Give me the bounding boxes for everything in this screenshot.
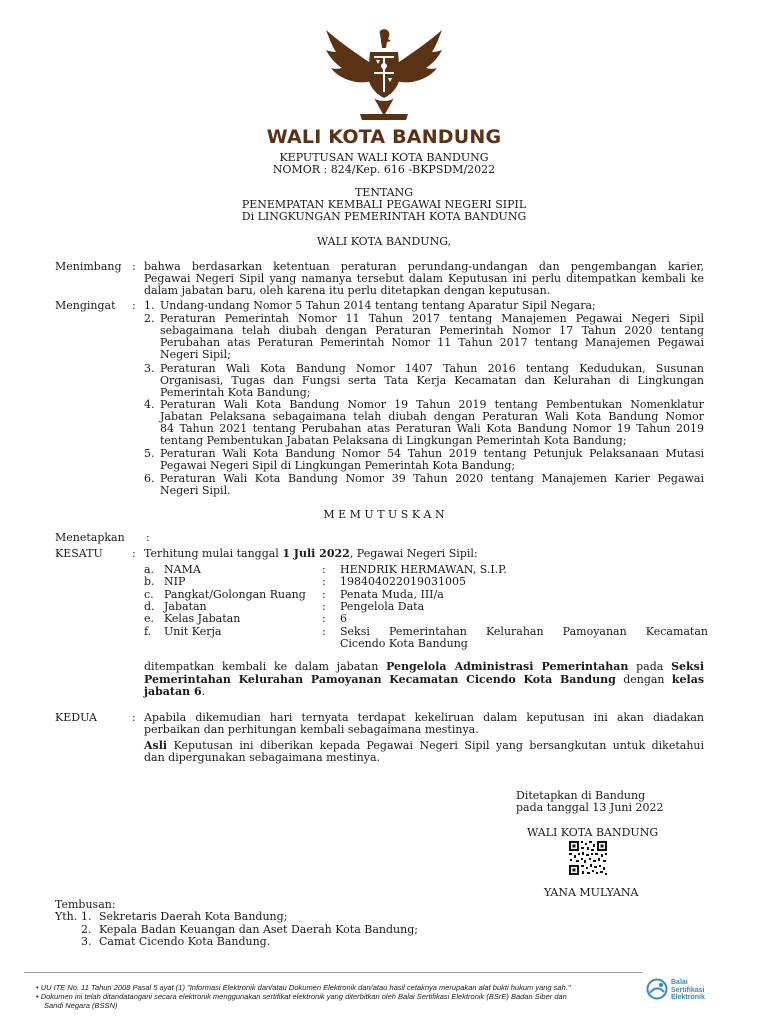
bsre-line: Balai — [671, 979, 688, 986]
field-value: HENDRIK HERMAWAN, S.I.P. — [340, 563, 507, 576]
field-value: Pengelola Data — [340, 600, 425, 613]
menetapkan-colon: : — [146, 531, 150, 544]
kesatu-intro — [144, 548, 478, 561]
field-value: 6 — [340, 612, 347, 625]
mengingat-num: 6. — [144, 472, 155, 485]
kedua-colon: : — [132, 711, 136, 724]
intro-post: , Pegawai Negeri Sipil: — [349, 547, 478, 560]
bsre-logo-icon — [646, 978, 668, 1000]
decree-number: NOMOR : 824/Kep. 616 -BKPSDM/2022 — [272, 163, 496, 176]
footer-note-text: UU ITE No. 11 Tahun 2008 Pasal 5 ayat (1) "Informasi Elektronik dan/atau Dokumen Elektronik dan/atau hasil cetaknya merupakan alat bukti hukum yang sah." — [40, 983, 571, 992]
placement-text: pada — [636, 660, 664, 673]
field-colon: : — [322, 575, 326, 588]
field-value: Penata Muda, III/a — [340, 588, 444, 601]
placement-bold: Pemerintahan Kelurahan Pamoyanan Kecamatan Cicendo Kota Bandung — [144, 673, 616, 686]
tembusan-item: Kepala Badan Keuangan dan Aset Daerah Kota Bandung; — [99, 923, 418, 936]
field-value-cont: Cicendo Kota Bandung — [340, 637, 468, 650]
decree-title: KEPUTUSAN WALI KOTA BANDUNG — [279, 151, 489, 164]
menetapkan-label: Menetapkan — [55, 531, 125, 544]
placement-bold: jabatan 6 — [144, 685, 202, 698]
kedua-line: Apabila dikemudian hari ternyata terdapat kekeliruan dalam keputusan ini akan diadakan — [144, 711, 704, 724]
menimbang-line: Pegawai Negeri Sipil yang namanya tersebut dalam Keputusan ini perlu ditempatkan kembali ke — [144, 272, 704, 285]
footer-note-text: Dokumen ini telah ditandatangani secara elektronik menggunakan sertifikat elektronik yang diterbitkan oleh Balai Sertifikasi Elektronik (BSrE) Badan Siber dan — [40, 992, 567, 1001]
signature-date: pada tanggal 13 Juni 2022 — [516, 801, 664, 814]
memutuskan-heading: M E M U T U S K A N — [323, 508, 445, 521]
placement-bold: Seksi — [671, 660, 704, 673]
mengingat-line: Peraturan Pemerintah Nomor 11 Tahun 2017 tentang Manajemen Pegawai Negeri Sipil — [160, 312, 704, 325]
menimbang-line: bahwa berdasarkan ketentuan peraturan perundang-undangan dan pengembangan karier, — [144, 260, 704, 273]
mengingat-colon: : — [132, 299, 136, 312]
placement-line2 — [144, 674, 704, 687]
field-letter: b. — [144, 575, 155, 588]
mengingat-line: Undang-undang Nomor 5 Tahun 2014 tentang tentang Aparatur Sipil Negara; — [160, 299, 596, 312]
asli-text: Keputusan ini diberikan kepada Pegawai Negeri Sipil yang bersangkutan untuk diketahui — [173, 739, 705, 752]
tembusan-yth: Yth. — [55, 910, 78, 923]
field-key: Kelas Jabatan — [164, 612, 241, 625]
bsre-label — [671, 979, 705, 1002]
field-colon: : — [322, 612, 326, 625]
bsre-line: Elektronik — [671, 994, 705, 1001]
menimbang-line: dalam jabatan baru, oleh karena itu perlu ditetapkan dengan keputusan. — [144, 284, 551, 297]
field-key: Jabatan — [164, 600, 207, 613]
footer-note: • UU ITE No. 11 Tahun 2008 Pasal 5 ayat (1) "Informasi Elektronik dan/atau Dokumen Elektronik dan/atau hasil cetaknya merupakan alat bukti hukum yang sah." — [36, 983, 571, 992]
bsre-line: Sertifikasi — [671, 986, 705, 994]
about-line1: PENEMPATAN KEMBALI PEGAWAI NEGERI SIPIL — [241, 198, 527, 211]
kesatu-label: KESATU — [55, 547, 103, 560]
mengingat-line: Organisasi, Tugas dan Fungsi serta Tata Kerja Kecamatan dan Kelurahan di Lingkungan — [160, 374, 704, 387]
intro-pre: Terhitung mulai tanggal — [144, 547, 279, 560]
field-value: 198404022019031005 — [340, 575, 466, 588]
placement-text: . — [201, 685, 206, 698]
field-letter: c. — [144, 588, 154, 601]
tembusan-num: 2. — [81, 923, 92, 936]
mengingat-num: 2. — [144, 312, 155, 325]
mengingat-line: tentang Pembentukan Jabatan Pelaksana di Lingkungan Pemerintah Kota Bandung; — [160, 434, 627, 447]
footer-note: • Dokumen ini telah ditandatangani secara elektronik menggunakan sertifikat elektronik yang diterbitkan oleh Balai Sertifikasi Elektronik (BSrE) Badan Siber dan — [36, 992, 567, 1001]
asli-line: dan dipergunakan sebagaimana mestinya. — [144, 751, 381, 764]
mengingat-num: 1. — [144, 299, 155, 312]
placement-text: ditempatkan kembali ke dalam jabatan — [144, 660, 379, 673]
signature-place: Ditetapkan di Bandung — [516, 789, 646, 802]
mengingat-line: Perubahan atas Peraturan Pemerintah Nomor 11 Tahun 2017 tentang Manajemen Pegawai — [160, 336, 704, 349]
kesatu-colon: : — [132, 547, 136, 560]
mengingat-line: Jabatan Pelaksana sebagaimana telah diubah dengan Peraturan Wali Kota Bandung Nomor — [160, 410, 704, 423]
placement-line3 — [144, 686, 205, 699]
field-colon: : — [322, 563, 326, 576]
field-key: NIP — [164, 575, 186, 588]
tembusan-item: Sekretaris Daerah Kota Bandung; — [99, 910, 288, 923]
tembusan-label: Tembusan: — [55, 898, 116, 911]
mengingat-line: Peraturan Wali Kota Bandung Nomor 19 Tahun 2019 tentang Pembentukan Nomenklatur — [160, 398, 704, 411]
mengingat-line: Negeri Sipil; — [160, 348, 231, 361]
about-line2: Di LINGKUNGAN PEMERINTAH KOTA BANDUNG — [241, 210, 527, 223]
mengingat-num: 3. — [144, 362, 155, 375]
about-label: TENTANG — [354, 186, 414, 199]
field-colon: : — [322, 625, 326, 638]
signatory-name: YANA MULYANA — [544, 886, 639, 899]
asli-bold: Asli — [144, 739, 168, 752]
placement-line1 — [144, 661, 704, 674]
tembusan-num: 1. — [81, 910, 92, 923]
mengingat-label: Mengingat — [55, 299, 116, 312]
mengingat-line: Peraturan Wali Kota Bandung Nomor 39 Tahun 2020 tentang Manajemen Karier Pegawai — [160, 472, 704, 485]
field-key: Unit Kerja — [164, 625, 222, 638]
field-value: Seksi Pemerintahan Kelurahan Pamoyanan Kecamatan — [340, 625, 708, 638]
qr-code-icon — [568, 840, 608, 876]
field-letter: e. — [144, 612, 155, 625]
mengingat-line: sebagaimana telah diubah dengan Peraturan Pemerintah Nomor 17 Tahun 2020 tentang — [160, 324, 704, 337]
field-letter: f. — [144, 625, 152, 638]
tembusan-num: 3. — [81, 935, 92, 948]
mengingat-line: Pegawai Negeri Sipil di Lingkungan Pemerintah Kota Bandung; — [160, 459, 516, 472]
mengingat-line: Peraturan Wali Kota Bandung Nomor 1407 Tahun 2016 tentang Kedudukan, Susunan — [160, 362, 704, 375]
placement-bold: Pengelola Administrasi Pemerintahan — [386, 660, 629, 673]
placement-text: dengan — [623, 673, 665, 686]
field-letter: a. — [144, 563, 155, 576]
mengingat-line: 84 Tahun 2021 tentang Perubahan atas Peraturan Wali Kota Bandung Nomor 19 Tahun 2019 — [160, 422, 704, 435]
field-key: NAMA — [164, 563, 201, 576]
mengingat-line: Peraturan Wali Kota Bandung Nomor 54 Tahun 2019 tentang Petunjuk Pelaksanaan Mutasi — [160, 447, 704, 460]
mengingat-num: 4. — [144, 398, 155, 411]
mengingat-line: Pemerintah Kota Bandung; — [160, 386, 311, 399]
signature-title: WALI KOTA BANDUNG — [527, 826, 659, 839]
garuda-emblem — [320, 26, 448, 124]
field-colon: : — [322, 600, 326, 613]
kedua-label: KEDUA — [55, 711, 97, 724]
mengingat-line: Negeri Sipil. — [160, 484, 231, 497]
field-colon: : — [322, 588, 326, 601]
field-key: Pangkat/Golongan Ruang — [164, 588, 306, 601]
field-letter: d. — [144, 600, 155, 613]
official-heading: WALI KOTA BANDUNG, — [316, 235, 452, 248]
footer-divider — [24, 972, 642, 973]
footer-note-cont: Sandi Negara (BSSN) — [44, 1001, 118, 1010]
intro-date: 1 Juli 2022 — [282, 547, 350, 560]
tembusan-item: Camat Cicendo Kota Bandung. — [99, 935, 271, 948]
kedua-line: perbaikan dan perhitungan kembali sebagaimana mestinya. — [144, 723, 479, 736]
placement-bold: kelas — [671, 673, 705, 686]
menimbang-colon: : — [132, 260, 136, 273]
menimbang-label: Menimbang — [55, 260, 122, 273]
mengingat-num: 5. — [144, 447, 155, 460]
org-name: WALI KOTA BANDUNG — [266, 126, 502, 148]
